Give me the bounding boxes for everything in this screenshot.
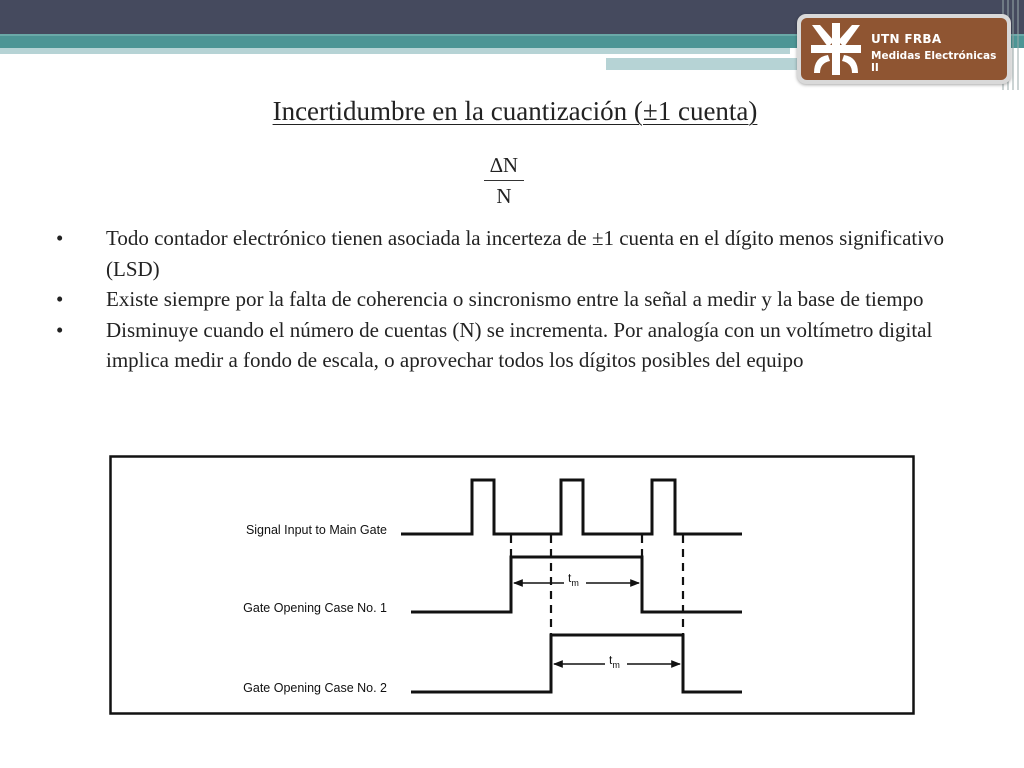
header-light-strip (606, 58, 801, 70)
fraction-bar (484, 180, 524, 181)
logo-badge-inner (801, 18, 1007, 80)
header-light-band (0, 48, 790, 54)
interval-label-sub: m (571, 578, 579, 588)
interval-label-main: t (609, 653, 613, 667)
bullet-text: Existe siempre por la falta de coherencia o sincronismo entre la señal a medir y la base de tiempo (106, 287, 924, 311)
fraction-denominator: N (496, 184, 512, 208)
bullet-text: Disminuye cuando el número de cuentas (N) se incrementa. Por analogía con un voltímetro digital implica medir a fondo de escala, o aprovechar todos los dígitos posibles del equipo (106, 317, 933, 372)
bullet-marker: • (56, 287, 64, 311)
bullet-item (56, 315, 956, 376)
bullet-marker: • (56, 317, 64, 342)
timing-diagram (109, 455, 915, 715)
fraction-formula (484, 153, 524, 208)
bullet-list (56, 223, 956, 376)
logo-badge (797, 14, 1011, 84)
interval-label-main: t (568, 571, 572, 585)
bullet-item (56, 223, 956, 284)
interval-label-sub: m (612, 660, 620, 670)
utn-logo-icon (808, 21, 864, 77)
slide-title: Incertidumbre en la cuantización (±1 cuenta) (272, 96, 758, 126)
logo-title: UTN FRBA (871, 32, 942, 46)
bullet-marker: • (56, 226, 64, 250)
signal-label-main-gate: Signal Input to Main Gate (245, 523, 387, 537)
bullet-text: Todo contador electrónico tienen asociada la incerteza de ±1 cuenta en el dígito menos significativo (LSD) (106, 226, 945, 281)
signal-label-case-1: Gate Opening Case No. 1 (243, 601, 387, 615)
bullet-item (56, 284, 956, 315)
logo-subtitle: Medidas Electrónicas II (871, 50, 997, 74)
signal-label-case-2: Gate Opening Case No. 2 (243, 681, 387, 695)
fraction-numerator: ∆N (489, 153, 518, 177)
